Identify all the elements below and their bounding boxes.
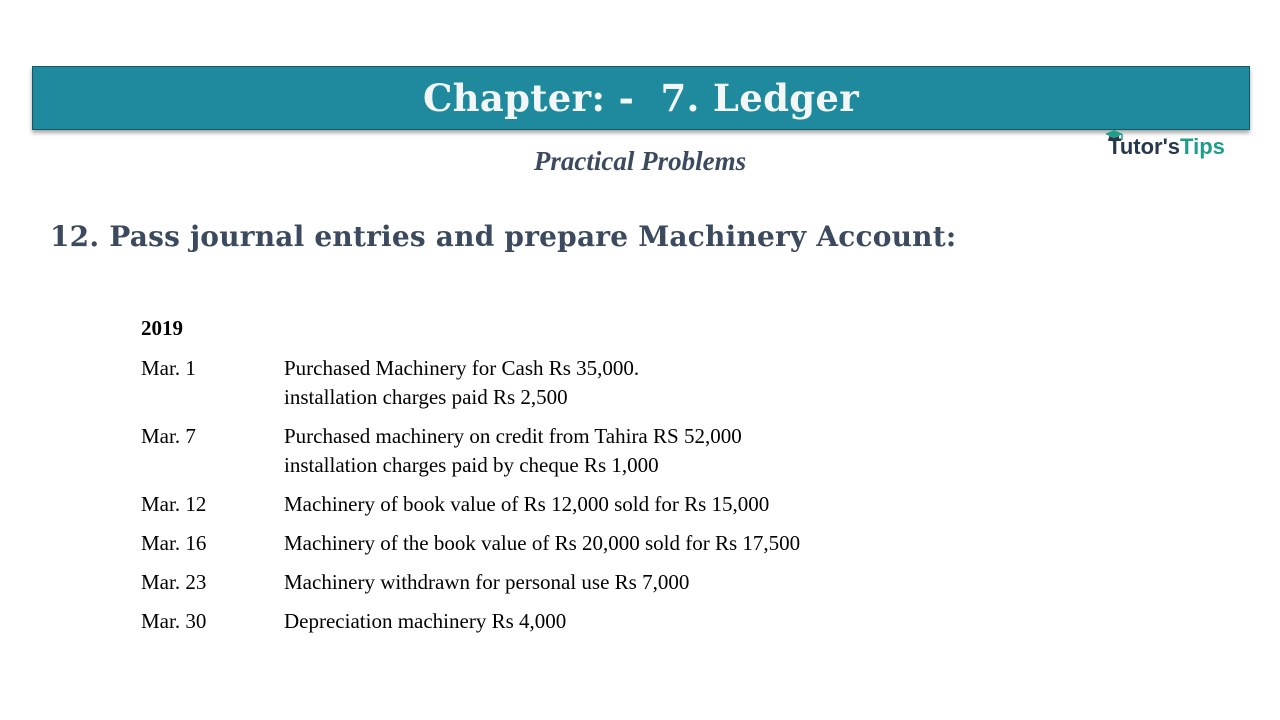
transaction-date: Mar. 30 bbox=[141, 609, 207, 633]
transaction-date: Mar. 1 bbox=[141, 356, 196, 380]
transaction-description bbox=[284, 422, 742, 480]
transaction-date: Mar. 23 bbox=[141, 570, 207, 594]
transaction-line: Purchased Machinery for Cash Rs 35,000. bbox=[284, 356, 640, 380]
chapter-title: Chapter: - 7. Ledger bbox=[422, 76, 860, 120]
transaction-row bbox=[141, 354, 1041, 412]
transaction-date: Mar. 12 bbox=[141, 492, 207, 516]
transaction-line: installation charges paid by cheque Rs 1,000 bbox=[284, 453, 659, 477]
transaction-date: Mar. 7 bbox=[141, 424, 196, 448]
transaction-line: Machinery withdrawn for personal use Rs 7,000 bbox=[284, 570, 690, 594]
logo-letter-t: T bbox=[1108, 134, 1120, 159]
transaction-description bbox=[284, 607, 566, 636]
transaction-line: Machinery of book value of Rs 12,000 sold for Rs 15,000 bbox=[284, 492, 770, 516]
transaction-description bbox=[284, 490, 769, 519]
question-heading: 12. Pass journal entries and prepare Machinery Account: bbox=[50, 220, 957, 253]
transaction-line: Depreciation machinery Rs 4,000 bbox=[284, 609, 567, 633]
transaction-line: Machinery of the book value of Rs 20,000 sold for Rs 17,500 bbox=[284, 531, 801, 555]
transaction-row bbox=[141, 568, 1041, 597]
logo-text bbox=[1108, 134, 1225, 160]
transaction-line: installation charges paid Rs 2,500 bbox=[284, 385, 568, 409]
logo-text-accent: Tips bbox=[1180, 134, 1225, 159]
transaction-description bbox=[284, 354, 639, 412]
chapter-banner bbox=[32, 66, 1250, 130]
transaction-description bbox=[284, 568, 689, 597]
section-subtitle: Practical Problems bbox=[533, 146, 747, 176]
transaction-row bbox=[141, 422, 1041, 480]
transaction-date: Mar. 16 bbox=[141, 531, 207, 555]
transaction-row bbox=[141, 607, 1041, 636]
transaction-list bbox=[141, 354, 1041, 646]
transaction-row bbox=[141, 529, 1041, 558]
year-label: 2019 bbox=[141, 316, 183, 340]
tutors-tips-logo bbox=[1104, 128, 1234, 170]
transaction-row bbox=[141, 490, 1041, 519]
transaction-description bbox=[284, 529, 800, 558]
transaction-line: Purchased machinery on credit from Tahira RS 52,000 bbox=[284, 424, 742, 448]
logo-text-main: utor's bbox=[1119, 134, 1181, 159]
